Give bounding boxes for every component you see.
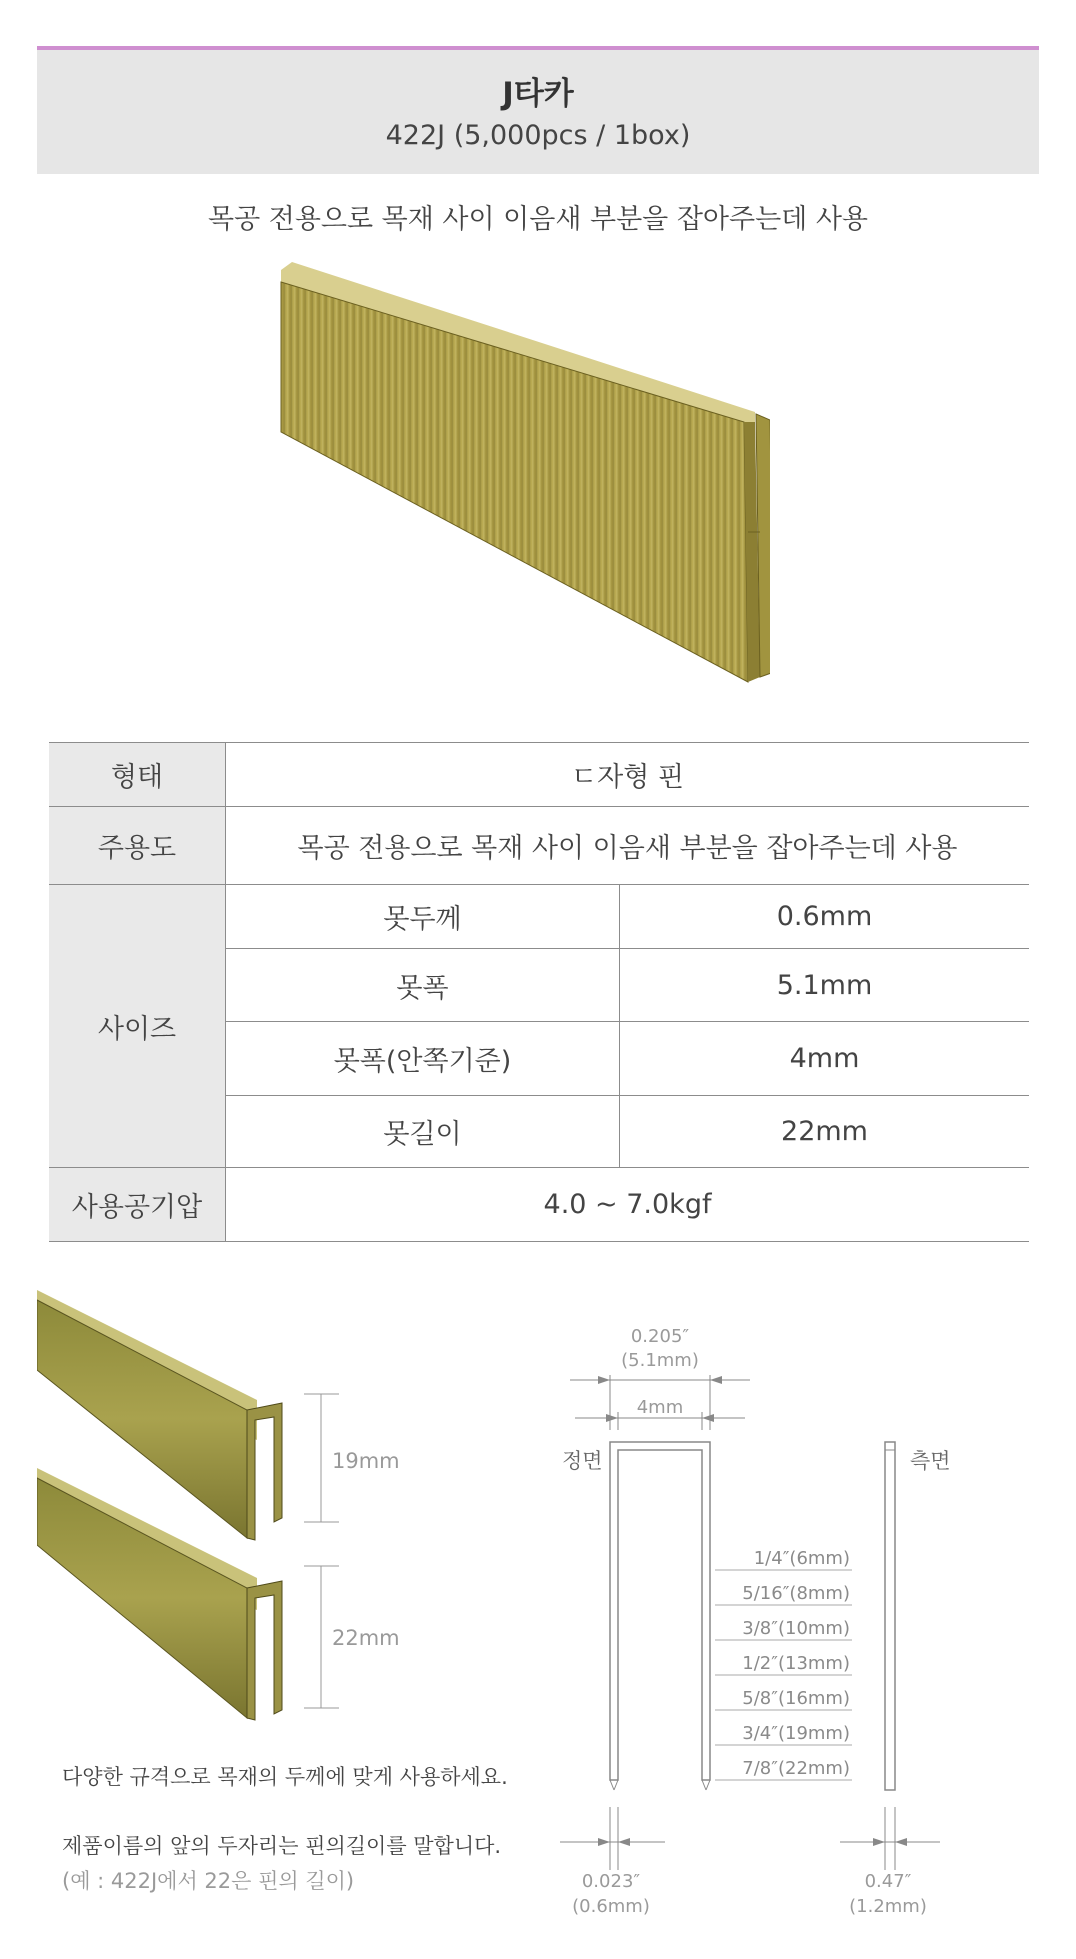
spec-row-shape (49, 743, 1029, 807)
thickness-inch: 0.023″ (581, 1871, 641, 1892)
product-title: J타카 (502, 76, 574, 112)
spec-table (49, 742, 1029, 1242)
spec-size-name: 못폭(안쪽기준) (226, 1022, 620, 1096)
spec-row-pressure (49, 1168, 1029, 1242)
spec-label-pressure: 사용공기압 (49, 1168, 226, 1242)
staple-strip-image (270, 262, 770, 692)
spec-size-value: 4mm (620, 1022, 1030, 1096)
side-thickness-mm: (1.2mm) (849, 1896, 927, 1917)
front-view-label: 정면 (562, 1449, 603, 1473)
spec-value-usage: 목공 전용으로 목재 사이 이음새 부분을 잡아주는데 사용 (226, 807, 1030, 885)
product-tagline: 목공 전용으로 목재 사이 이음새 부분을 잡아주는데 사용 (208, 204, 868, 235)
length-22-label: 22mm (332, 1626, 400, 1650)
product-header (37, 46, 1039, 174)
length-option: 3/4″(19mm) (742, 1723, 850, 1744)
length-option: 1/4″(6mm) (753, 1548, 850, 1569)
outer-width-mm: (5.1mm) (621, 1350, 699, 1371)
spec-size-value: 22mm (620, 1096, 1030, 1168)
length-option: 1/2″(13mm) (742, 1653, 850, 1674)
length-19-label: 19mm (332, 1449, 400, 1473)
outer-width-inch: 0.205″ (630, 1326, 690, 1347)
spec-label-shape: 형태 (49, 743, 226, 807)
spec-size-value: 5.1mm (620, 949, 1030, 1022)
length-option: 7/8″(22mm) (742, 1758, 850, 1779)
note-sizes: 다양한 규격으로 목재의 두께에 맞게 사용하세요. (62, 1765, 508, 1789)
length-option: 5/8″(16mm) (742, 1688, 850, 1709)
spec-size-name: 못폭 (226, 949, 620, 1022)
staple-length-photos (37, 1290, 457, 1730)
staple-dimension-diagram (540, 1320, 960, 1935)
spec-label-usage: 주용도 (49, 807, 226, 885)
side-thickness-inch: 0.47″ (864, 1871, 912, 1892)
note-example: (예 : 422J에서 22은 핀의 길이) (62, 1869, 355, 1893)
thickness-mm: (0.6mm) (572, 1896, 650, 1917)
side-view-label: 측면 (910, 1449, 951, 1473)
product-subtitle: 422J (5,000pcs / 1box) (385, 120, 691, 151)
spec-size-value: 0.6mm (620, 885, 1030, 949)
length-option: 3/8″(10mm) (742, 1618, 850, 1639)
spec-value-pressure: 4.0 ~ 7.0kgf (226, 1168, 1030, 1242)
spec-size-name: 못두께 (226, 885, 620, 949)
spec-label-size: 사이즈 (49, 885, 226, 1168)
spec-value-shape: ㄷ자형 핀 (226, 743, 1030, 807)
length-option: 5/16″(8mm) (742, 1583, 850, 1604)
spec-row-size (49, 885, 1029, 949)
spec-row-usage (49, 807, 1029, 885)
inner-width-label: 4mm (636, 1397, 684, 1418)
spec-size-name: 못길이 (226, 1096, 620, 1168)
note-naming: 제품이름의 앞의 두자리는 핀의길이를 말합니다. (62, 1834, 502, 1858)
